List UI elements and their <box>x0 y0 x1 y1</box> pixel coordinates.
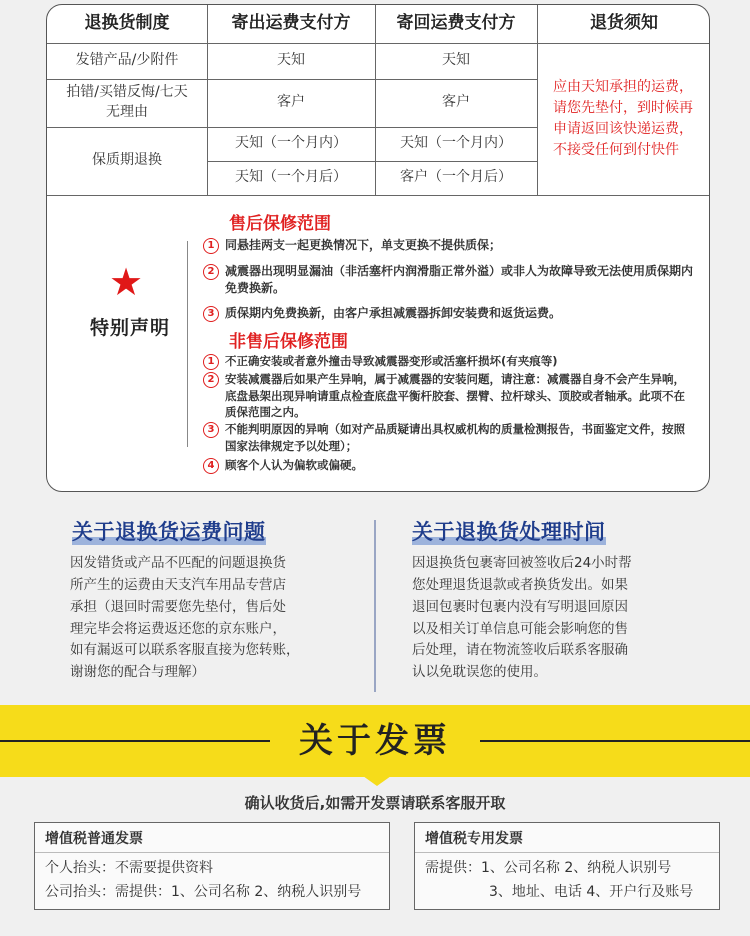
normal-invoice-personal: 个人抬头：不需要提供资料 <box>45 860 213 876</box>
row2-return: 客户 <box>442 94 470 111</box>
after-sales-item: 1 同悬挂两支一起更换情况下，单支更换不提供质保； <box>203 237 693 254</box>
invoice-title: 关于发票 <box>299 721 451 761</box>
after-sales-item: 2 减震器出现明显漏油（非活塞杆内润滑脂正常外溢）或非人为故障导致无法使用质保期内免费换新。 <box>203 263 693 298</box>
non-after-sales-item: 3 不能判明原因的异响（如对产品质疑请出具权威机构的质量检测报告，书面鉴定文件，按照国家法律规定予以处理）； <box>203 421 693 454</box>
row1-send: 天知 <box>277 52 305 69</box>
policy-table <box>47 5 710 195</box>
row2-send: 客户 <box>277 94 305 111</box>
normal-invoice-company: 公司抬头：需提供：1、公司名称 2、纳税人识别号 <box>45 884 362 900</box>
non-after-sales-title: 非售后保修范围 <box>229 332 348 352</box>
special-invoice-title: 增值税专用发票 <box>415 823 719 853</box>
header-notice: 退货须知 <box>590 13 658 34</box>
row1-return: 天知 <box>442 52 470 69</box>
after-sales-item: 3 质保期内免费换新，由客户承担减震器拆卸安装费和返货运费。 <box>203 305 693 322</box>
special-invoice-line1: 需提供：1、公司名称 2、纳税人识别号 <box>425 860 672 876</box>
table-line <box>47 43 710 44</box>
non-after-sales-item: 1 不正确安装或者意外撞击导致减震器变形或活塞杆损坏(有夹痕等) <box>203 353 693 370</box>
table-line <box>375 5 376 195</box>
normal-invoice-title: 增值税普通发票 <box>35 823 389 853</box>
special-invoice-box <box>414 822 720 910</box>
row2-policy: 拍错/买错反悔/七天无理由 <box>66 84 188 120</box>
declaration-title: 特别声明 <box>89 317 170 339</box>
row4-return: 客户（一个月后） <box>400 169 512 186</box>
header-return-payer: 寄回运费支付方 <box>396 13 516 34</box>
column-divider <box>374 520 376 692</box>
non-after-sales-item: 2 安装减震器后如果产生异响，属于减震器的安装问题，请注意：减震器自身不会产生异响，底盘悬架出现异响请重点检查底盘平衡杆胶套、摆臂、拉杆球头、顶胶或者轴承。此项不在质保范围之内。 <box>203 371 693 421</box>
bracket-divider <box>187 241 190 447</box>
processing-time-title: 关于退换货处理时间 <box>412 520 606 544</box>
table-line <box>207 5 208 195</box>
row3-policy: 保质期退换 <box>92 152 162 169</box>
shipping-issue-title: 关于退换货运费问题 <box>72 520 266 544</box>
row3-send: 天知（一个月内） <box>235 135 347 152</box>
header-policy: 退换货制度 <box>84 13 170 34</box>
table-line <box>537 5 538 195</box>
row3-return: 天知（一个月内） <box>400 135 512 152</box>
non-after-sales-item: 4 顾客个人认为偏软或偏硬。 <box>203 457 693 474</box>
normal-invoice-box <box>34 822 390 910</box>
return-policy-card <box>46 4 710 492</box>
table-line <box>47 79 537 80</box>
special-invoice-line2: 3、地址、电话 4、开户行及账号 <box>489 884 694 900</box>
return-notice: 应由天知承担的运费，请您先垫付，到时候再申请返回该快递运费，不接受任何到付快件 <box>553 79 693 158</box>
table-line <box>207 161 537 162</box>
invoice-subtitle: 确认收货后,如需开发票请联系客服开取 <box>244 794 506 812</box>
banner-arrow <box>363 776 391 786</box>
after-sales-title: 售后保修范围 <box>229 214 331 234</box>
special-declaration <box>47 195 710 492</box>
row4-send: 天知（一个月后） <box>235 169 347 186</box>
shipping-issue-text: 因发错货或产品不匹配的问题退换货 所产生的运费由天支汽车用品专营店 承担（退回时需要您先垫付，售后处 理完毕会将运费返还您的京东账户， 如有漏返可以联系客服直接为您转账， 谢谢您的配合与理解） <box>70 555 300 681</box>
header-send-payer: 寄出运费支付方 <box>231 13 351 34</box>
table-line <box>47 127 537 128</box>
row1-policy: 发错产品/少附件 <box>75 52 179 69</box>
processing-time-text: 因退换货包裹寄回被签收后24小时帮 您处理退货退款或者换货发出。如果 退回包裹时包裹内没有写明退回原因 以及相关订单信息可能会影响您的售 后处理，请在物流签收后联系客服确 认以免耽误您的使用。 <box>412 555 632 681</box>
star-icon: ★ <box>109 260 144 304</box>
